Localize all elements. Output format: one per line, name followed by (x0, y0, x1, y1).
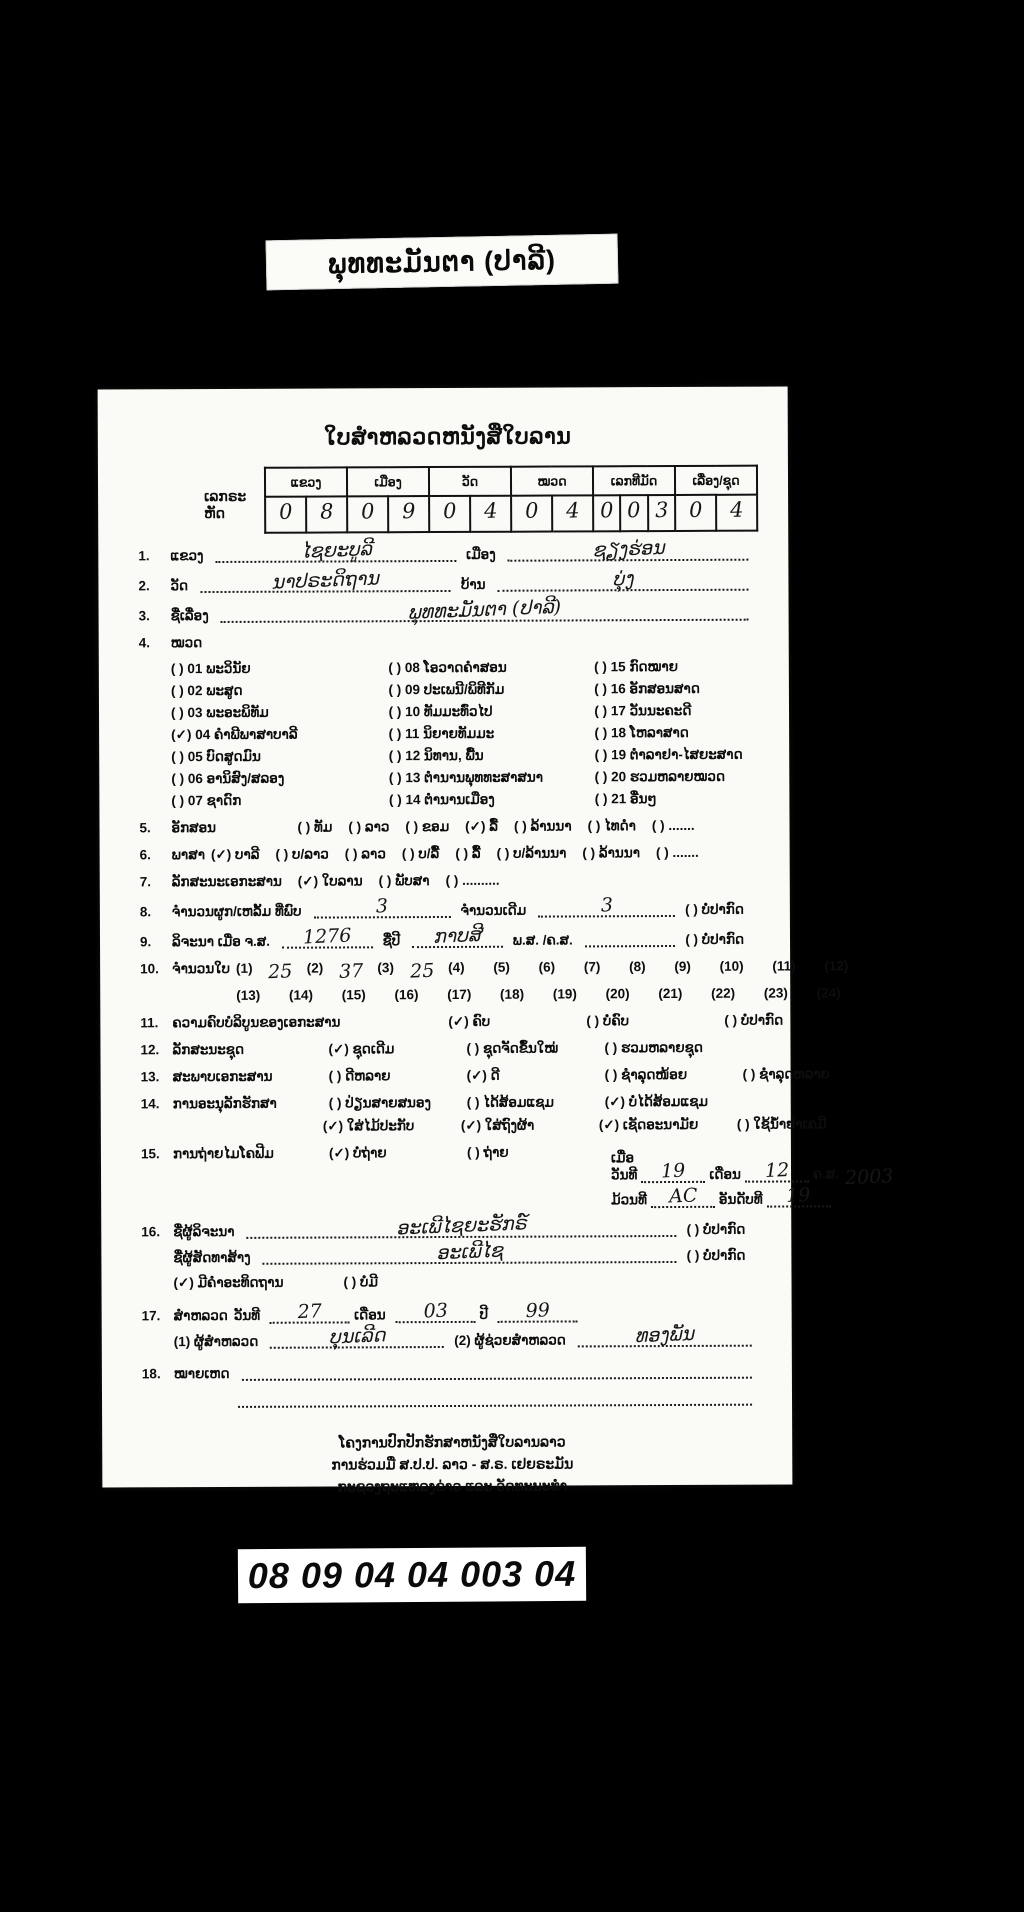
leaf-slots-13-24: (13) (14) (15) (16) (17) (18) (19) (20) (21) (22) (23) (24) (236, 985, 841, 1003)
province-label: ແຂວງ (170, 548, 204, 564)
code-table-header-row (265, 466, 757, 497)
handwritten-digit: 0 (278, 499, 293, 524)
code-digit (552, 495, 593, 531)
code-table (264, 465, 758, 534)
code-digit (675, 495, 716, 531)
district-label: ເມືອງ (466, 546, 496, 562)
category-option: ( ) 05 ບົດສູດມົນ (171, 748, 261, 765)
survey-day-handwriting: 27 (297, 1300, 323, 1324)
condition-option: ( ) ດີຫລາຍ (328, 1068, 391, 1084)
category-grid (171, 653, 760, 810)
condition-row (140, 1066, 830, 1086)
survey-month-handwriting: 03 (423, 1299, 449, 1323)
microfilm-roll-line (611, 1183, 894, 1208)
era-unknown-option: ( ) ບໍ່ປາກົດ (685, 931, 745, 947)
leaf-value-3: 25 (409, 959, 435, 983)
document-type-option-checked: (✓) ໃບລານ (297, 873, 363, 889)
script-option: ( ) ລາວ (348, 819, 390, 835)
preservation-row-2 (322, 1116, 827, 1135)
condition-label: ສະພາບເອກະສານ (172, 1068, 273, 1085)
item-number: 14. (140, 1096, 160, 1112)
item-number: 8. (139, 904, 152, 920)
preservation-option-checked: (✓) ບໍ່ໄດ້ສ້ອມແຊມ (604, 1093, 709, 1110)
survey-year-label: ປີ (479, 1306, 489, 1322)
code-col-province: ແຂວງ (265, 467, 347, 496)
microfilm-row (140, 1143, 894, 1211)
set-type-option-checked: (✓) ຊຸດເດີມ (328, 1041, 395, 1057)
handwritten-digit: 0 (599, 498, 614, 523)
language-option: ( ) ລື້ (455, 845, 481, 861)
village-label: ບ້ານ (460, 576, 486, 592)
category-option: ( ) 14 ຕຳນານເມືອງ (388, 791, 495, 808)
written-era-label: ລິຈະນາ ເມື່ອ ຈ.ສ. (171, 933, 271, 950)
survey-year-handwriting: 99 (525, 1299, 551, 1323)
set-type-row (140, 1039, 760, 1059)
fascicle-count-row (139, 894, 760, 921)
code-digit (306, 496, 347, 532)
stamp-title: ພຸທທະມັນຕາ (ປາລີ) (327, 244, 557, 279)
prayer-option: ( ) ບໍ່ມີ (343, 1274, 378, 1290)
leaf-count-row-2 (236, 985, 841, 1004)
code-digit (648, 495, 676, 531)
code-col-temple: ວັດ (429, 467, 511, 496)
survey-day-label: ວັນທີ (233, 1307, 261, 1323)
preservation-option: ( ) ໄດ້ສ້ອມແຊມ (466, 1094, 555, 1110)
category-option: ( ) 03 ພະອະພິທັມ (170, 704, 269, 721)
colophon-prayer-row (173, 1272, 761, 1292)
code-digit (620, 495, 647, 531)
form-content (98, 386, 894, 1498)
script-option-checked: (✓) ລື້ (465, 818, 499, 834)
preservation-option-checked: (✓) ໃສ່ຖົງຜ້າ (460, 1117, 535, 1133)
item-number: 15. (140, 1146, 160, 1162)
filmed-month-line (745, 1159, 809, 1183)
item-number: 17. (141, 1308, 161, 1324)
item-number: 13. (140, 1069, 160, 1085)
province-handwriting: ໄຊຍະບູລີ (299, 538, 372, 563)
leaf-count-row (140, 958, 849, 984)
filmed-day-line (641, 1159, 705, 1183)
fascicle-found-handwriting: 3 (375, 895, 389, 918)
order-number-line (767, 1183, 831, 1207)
sponsor-name-label: ຊື່ຜູ້ສັດທາສ້າງ (173, 1249, 251, 1266)
leaf-slots-4-12: (4) (5) (6) (7) (8) (9) (10) (11) (12) (448, 958, 849, 975)
village-line (498, 567, 749, 592)
stamp-title-bar (266, 234, 619, 291)
code-table-block (204, 465, 758, 534)
leaf-slot-3: (3) (377, 960, 394, 976)
assistant-surveyor-label: (2) ຜູ້ຊ່ວຍສຳຫລວດ (454, 1332, 566, 1348)
text-title-label: ຊື່ເລື່ອງ (170, 608, 209, 624)
survey-year-line (498, 1299, 578, 1323)
survey-day-line (270, 1300, 350, 1324)
code-digit (511, 496, 552, 532)
district-handwriting: ຊຽງຮ່ອນ (591, 536, 665, 562)
set-type-label: ລັກສະນະຊຸດ (172, 1041, 245, 1058)
surveyor-row (173, 1322, 762, 1351)
filmed-year-handwriting: 2003 (844, 1165, 894, 1190)
code-digit (347, 496, 388, 532)
item-number: 3. (138, 608, 150, 624)
script-option: ( ) ລ້ານນາ (513, 818, 572, 834)
item-number: 16. (141, 1224, 161, 1240)
category-column-1 (171, 654, 389, 809)
code-digit (265, 497, 306, 533)
category-option: ( ) 07 ຊາດົກ (171, 792, 242, 809)
language-option: ( ) ບ/ລາວ (275, 846, 329, 862)
document-type-option: ( ) .......... (445, 872, 500, 888)
filmed-month-handwriting: 12 (764, 1159, 790, 1183)
category-option: ( ) 12 ນິທານ, ພື້ນ (388, 747, 484, 764)
preservation-label: ການອະນຸລັກຮັກສາ (172, 1095, 277, 1112)
category-option: ( ) 11 ນິຍາຍທັມມະ (388, 725, 495, 742)
leaf-count-label: ຈຳນວນໃບ (172, 960, 231, 977)
code-digit (716, 495, 757, 531)
category-option: ( ) 20 ຮວມຫລາຍໝວດ (594, 768, 726, 785)
code-col-bundle: ເລກທີມັດ (593, 466, 675, 495)
surveyor-handwriting: ບຸນເລີດ (328, 1324, 386, 1349)
village-handwriting: ບຸ່ງ (612, 567, 634, 591)
written-era-line (282, 924, 373, 949)
assistant-surveyor-handwriting: ທອງພັນ (634, 1322, 695, 1348)
preservation-row (141, 1093, 761, 1113)
year-name-label: ຊື່ປີ (382, 933, 401, 949)
category-option: ( ) 17 ວັນນະຄະດີ (594, 702, 692, 719)
remarks-line (241, 1360, 751, 1381)
code-digit (593, 495, 620, 531)
handwritten-digit: 0 (688, 497, 703, 523)
surveyor-line (270, 1324, 444, 1349)
handwritten-digit: 4 (483, 498, 498, 524)
condition-option-checked: (✓) ດີ (466, 1067, 500, 1083)
fascicle-found-label: ຈຳນວນຜູກ/ເຫລັ້ມ ທີ່ພົບ (171, 903, 302, 920)
code-digit (470, 496, 511, 532)
temple-line (200, 567, 451, 594)
language-option: ( ) ລາວ (344, 846, 386, 862)
completeness-option-checked: (✓) ຄົບ (448, 1013, 491, 1029)
form-title: ໃບສຳຫລວດຫນັງສືໃບລານ (324, 423, 572, 450)
text-title-handwriting: ພຸທທະມັນຕາ (ປາລີ) (407, 595, 562, 624)
leaf-value-1: 25 (268, 960, 294, 984)
sponsor-unknown-option: ( ) ບໍ່ປາກົດ (686, 1247, 746, 1263)
footer-program-line: ໂຄງການປົກປັກຮັກສາຫນັງສືໃບລານລາວ (338, 1433, 566, 1451)
category-option: ( ) 01 ພະວິນັຍ (170, 660, 251, 677)
code-table-label: ເລກຣະຫັດ (204, 487, 247, 522)
set-type-option: ( ) ຊຸດຈັດຂຶ້ນໃໝ່ (466, 1040, 559, 1056)
fascicle-original-label: ຈຳນວນເດີມ (460, 902, 527, 918)
set-type-option: ( ) ຮວມຫລາຍຊຸດ (604, 1039, 703, 1056)
item-number: 10. (140, 961, 159, 977)
category-option: ( ) 18 ໂຫລາສາດ (594, 724, 689, 741)
category-option: ( ) 06 ອານິສົງ/ສລອງ (171, 770, 285, 787)
handwritten-digit: 4 (729, 497, 744, 522)
handwritten-digit: 0 (442, 498, 457, 524)
filmed-era-label: ຄ.ສ. (812, 1166, 840, 1182)
condition-option: ( ) ຊຳລຸດຫລາຍ (742, 1066, 830, 1082)
footer-ministry-line: ກະຊວງຖະແຫລງຂ່າວ ແລະ ວັດທະນະທຳ (337, 1477, 568, 1495)
code-strip (238, 1547, 586, 1603)
document-type-row (140, 871, 760, 891)
year-name-line (412, 924, 503, 948)
condition-option: ( ) ຊຳລຸດໜ້ອຍ (604, 1066, 688, 1083)
temple-label: ວັດ (170, 578, 189, 594)
code-digit (388, 496, 429, 532)
category-label: ໝວດ (170, 635, 203, 651)
code-col-district: ເມືອງ (347, 467, 429, 496)
category-option: ( ) 15 ກົດໝາຍ (594, 658, 678, 675)
code-table-digit-row (265, 495, 757, 533)
year-name-handwriting: ກາບສີ (432, 924, 482, 948)
roll-number-line (651, 1184, 715, 1208)
document-type-option: ( ) ພັບສາ (378, 873, 430, 889)
item-number: 5. (139, 820, 151, 836)
code-col-category: ໝວດ (511, 466, 593, 495)
language-row (140, 844, 760, 864)
field-province-district (138, 536, 758, 565)
category-column-2 (388, 653, 594, 808)
item-number: 11. (140, 1015, 159, 1031)
item-number: 1. (138, 548, 150, 564)
code-col-text: ເລື່ອງ/ຊຸດ (675, 466, 757, 495)
surveyor-label: (1) ຜູ້ສຳຫລວດ (173, 1333, 259, 1350)
microfilm-option-checked: (✓) ບໍ່ຖ່າຍ (328, 1145, 387, 1161)
field-title-of-text (138, 595, 759, 625)
script-option: ( ) ທັມ (297, 819, 333, 835)
fascicle-unknown-option: ( ) ບໍ່ປາກົດ (685, 901, 744, 917)
item-number: 12. (140, 1042, 160, 1058)
era-empty-line (585, 928, 676, 947)
preservation-option: ( ) ປ່ຽນສາຍສນອງ (328, 1095, 432, 1111)
survey-date-row (141, 1299, 762, 1325)
date-written-row (139, 924, 760, 951)
category-option: ( ) 02 ພະສູດ (170, 682, 243, 699)
survey-label: ສຳຫລວດ (173, 1307, 228, 1324)
sponsor-name-line (263, 1239, 677, 1265)
item-number: 7. (139, 874, 152, 890)
language-option: ( ) ລ້ານນາ (582, 845, 641, 861)
roll-number-handwriting: AC (668, 1184, 698, 1208)
filmed-day-handwriting: 19 (660, 1159, 686, 1183)
language-option: ( ) ບ/ລ້ານນາ (496, 845, 567, 861)
remarks-label: ໝາຍເຫດ (173, 1365, 230, 1382)
code-digit (429, 496, 470, 532)
handwritten-digit: 0 (524, 498, 539, 523)
category-option: ( ) 21 ອື່ນໆ (594, 791, 657, 807)
written-era-handwriting: 1276 (302, 924, 352, 949)
district-line (508, 536, 749, 562)
remarks-row (142, 1360, 762, 1383)
prayer-option-checked: (✓) ມີຄຳອະທິດຖານ (173, 1274, 284, 1291)
fascicle-original-line (538, 894, 675, 918)
handwritten-digit: 0 (626, 497, 642, 523)
assistant-surveyor-line (578, 1322, 752, 1348)
category-option: ( ) 13 ຕຳນານພຸທທະສາສນາ (388, 769, 544, 786)
scribe-name-line (246, 1212, 676, 1240)
completeness-option: ( ) ບໍ່ປາກົດ (724, 1012, 784, 1028)
item-number: 4. (138, 635, 151, 651)
microfilm-label: ການຖ່າຍໄມໂຄຟີມ (172, 1145, 274, 1162)
script-option: ( ) ໄທດຳ (587, 818, 636, 834)
sponsor-name-handwriting: ອະເພີໄຊ (435, 1239, 504, 1265)
form-page (98, 386, 894, 1495)
completeness-row (140, 1012, 784, 1032)
microfilm-date-line (610, 1148, 894, 1190)
scribe-name-handwriting: ອະເພີໄຊຍະຮັກຣ໌ (395, 1212, 528, 1240)
script-row (139, 817, 759, 837)
language-label: ພາສາ (171, 847, 205, 863)
code-strip-text: 08 09 04 04 003 04 (247, 1552, 577, 1597)
fascicle-original-handwriting: 3 (600, 894, 614, 917)
script-label: ອັກສອນ (171, 819, 217, 836)
microfilm-option: ( ) ຖ່າຍ (466, 1144, 509, 1160)
fascicle-found-line (313, 895, 450, 919)
filmed-on-label: ເມື່ອວັນທີ (610, 1150, 638, 1183)
item-number: 2. (138, 578, 150, 594)
preservation-option-checked: (✓) ໃສ່ໄມ້ປະກັບ (322, 1118, 415, 1134)
handwritten-digit: 4 (565, 498, 580, 523)
scribe-row (141, 1212, 761, 1241)
text-title-line (221, 595, 749, 624)
order-number-handwriting: 19 (786, 1183, 812, 1207)
preservation-option: ( ) ໃຊ້ນ້ຳຢາເຄມີ (736, 1116, 827, 1132)
scribe-unknown-option: ( ) ບໍ່ປາກົດ (686, 1221, 746, 1237)
remarks-line-2 (238, 1388, 752, 1408)
form-footer (142, 1430, 762, 1499)
script-option: ( ) ຂອມ (405, 818, 450, 835)
scribe-name-label: ຊື່ຜູ້ລິຈະນາ (173, 1223, 235, 1240)
field-temple-village (138, 567, 758, 595)
item-number: 9. (139, 934, 152, 950)
handwritten-digit: 3 (654, 497, 669, 523)
leaf-value-2: 37 (338, 959, 364, 983)
completeness-label: ຄວາມຄົບບໍລິບູນຂອງເອກະສານ (172, 1014, 341, 1031)
category-option: ( ) 09 ປະເພນີ/ພິທີກັມ (388, 681, 505, 698)
preservation-option-checked: (✓) ເຊັດອະນາມັຍ (598, 1116, 699, 1133)
category-option: ( ) 19 ຕຳລາຢາ-ໄສຍະສາດ (594, 746, 743, 763)
script-option: ( ) ....... (651, 817, 695, 834)
handwritten-digit: 0 (360, 499, 375, 524)
sponsor-row (141, 1239, 761, 1267)
microfilm-details (611, 1142, 894, 1208)
handwritten-digit: 8 (319, 499, 334, 524)
language-option-checked: (✓) ບາລີ (210, 846, 260, 863)
language-option: ( ) ....... (655, 844, 699, 861)
language-option: ( ) ບ/ລື້ (401, 846, 440, 862)
roll-number-label: ມ້ວນທີ (611, 1192, 647, 1208)
filmed-month-label: ເດືອນ (709, 1166, 741, 1182)
category-option: ( ) 10 ທັມມະທົ່ວໄປ (388, 703, 493, 720)
completeness-option: ( ) ບໍ່ຄົບ (586, 1013, 630, 1029)
category-option: ( ) 16 ອັກສອນສາດ (594, 680, 700, 697)
survey-month-label: ເດືອນ (354, 1307, 386, 1323)
item-number: 6. (139, 847, 151, 863)
buddhist-christian-era-label: ພ.ສ. /ຄ.ສ. (512, 932, 573, 948)
survey-month-line (396, 1299, 476, 1323)
leaf-slot-1: (1) (236, 960, 253, 976)
category-option: ( ) 08 ໂອວາດຄຳສອນ (388, 659, 507, 676)
leaf-slot-2: (2) (306, 960, 324, 976)
province-line (215, 538, 456, 563)
order-number-label: ອັນດັບທີ (718, 1191, 763, 1207)
footer-cooperation-line: ການຮ່ວມມື ສ.ປ.ປ. ລາວ - ສ.ຣ. ເຢຍຣະມັນ (331, 1455, 574, 1473)
temple-handwriting: ນາປຣະດິຖານ (271, 567, 380, 594)
category-section-header (139, 632, 759, 652)
document-type-label: ລັກສະນະເອກະສານ (171, 873, 282, 890)
item-number: 18. (141, 1366, 161, 1382)
handwritten-digit: 9 (401, 498, 416, 524)
category-option-checked: (✓) 04 ຄຳພີພາສາບາລີ (171, 726, 298, 743)
category-column-3 (594, 653, 759, 808)
